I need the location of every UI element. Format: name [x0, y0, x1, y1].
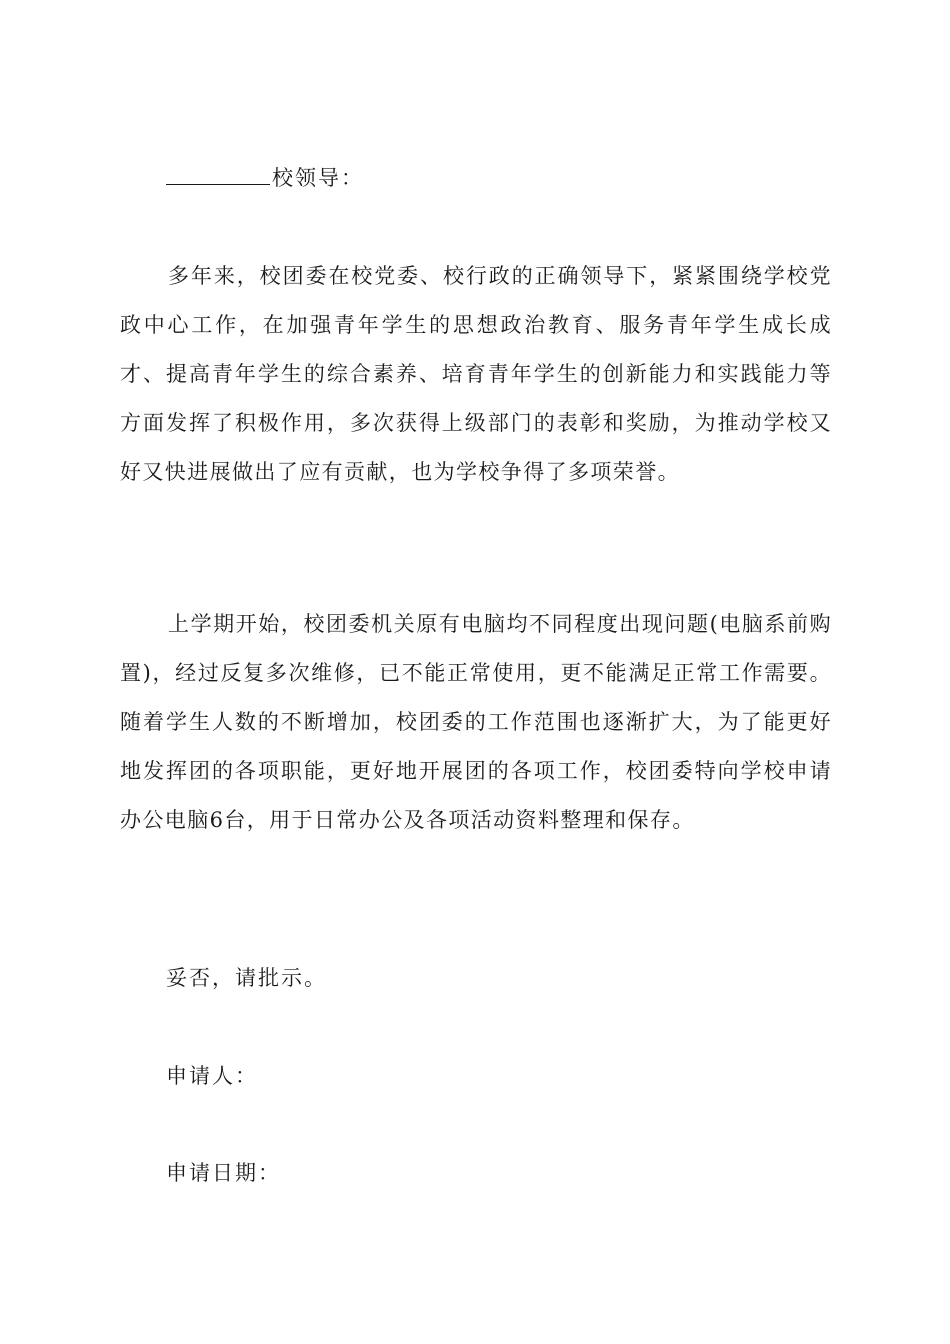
salutation-text: 校领导：	[272, 166, 364, 190]
body-paragraph-1: 多年来，校团委在校党委、校行政的正确领导下，紧紧围绕学校党政中心工作，在加强青年学生的思想政治教育、服务青年学生成长成才、提高青年学生的综合素养、培育青年学生的创新能力和实践能力等方面发挥了积极作用，多次获得上级部门的表彰和奖励，为推动学校又好又快进展做出了应有贡献，也为学校争得了多项荣誉。	[120, 264, 832, 484]
body-paragraph-2: 上学期开始，校团委机关原有电脑均不同程度出现问题(电脑系前购置)，经过反复多次维修，已不能正常使用，更不能满足正常工作需要。随着学生人数的不断增加，校团委的工作范围也逐渐扩大，为了能更好地发挥团的各项职能，更好地开展团的各项工作，校团委特向学校申请办公电脑6台，用于日常办公及各项活动资料整理和保存。	[120, 612, 832, 832]
recipient-blank-line	[166, 162, 270, 185]
application-date-label: 申请日期：	[166, 1161, 281, 1185]
closing-line: 妥否，请批示。	[166, 966, 327, 990]
applicant-label: 申请人：	[166, 1064, 258, 1088]
salutation	[166, 160, 364, 196]
